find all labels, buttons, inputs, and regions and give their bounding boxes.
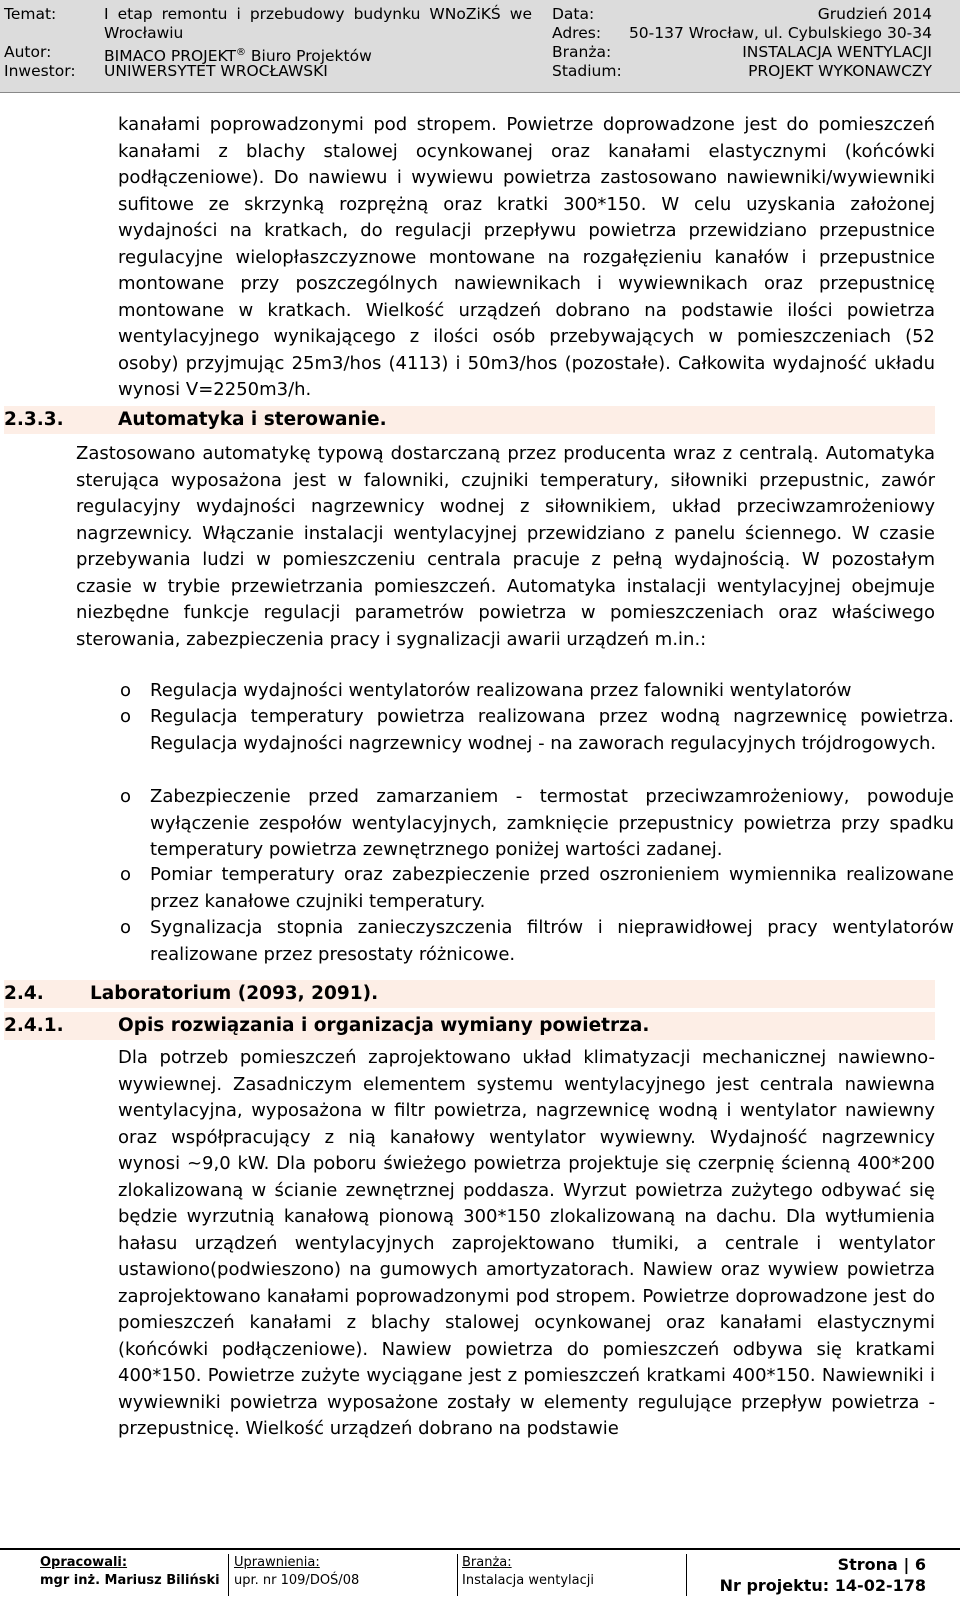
paragraph-automation: Zastosowano automatykę typową dostarczaną przez producenta wraz z centralą. Automatyka sterująca wyposażona jest w falowniki, czujniki temperatury, siłowniki przepustnic, zawór regulacyjny wydajności nagrzewnicy wodnej z siłownikiem, układ przeciwzamrożeniowy nagrzewnicy. Włączanie instalacji wentylacyjnej przewidziano z panelu ściennego. W czasie przebywania ludzi w pomieszczeniu centrala pracuje z pełną wydajnością. W pozostałym czasie w trybie przewietrzania pomieszczeń. Automatyka instalacji wentylacyjnej obejmuje niezbędne funkcje regulacji parametrów powietrza w pomieszczeniach oraz właściwego sterowania, zabezpieczenia pracy i sygnalizacji awarii urządzeń m.in.: — [76, 443, 935, 650]
stadium-value: PROJEKT WYKONAWCZY — [748, 62, 932, 80]
page-number — [720, 1554, 926, 1575]
section-number: 2.3.3. — [4, 409, 64, 430]
projekt-value: 14-02-178 — [834, 1576, 926, 1595]
footer-page-info — [720, 1554, 926, 1596]
list-item-text: Zabezpieczenie przed zamarzaniem - termostat przeciwzamrożeniowy, powoduje wyłączenie zespołów wentylacyjnych, zamknięcie przepustnicy powietrza przy spadku temperatury powietrza zewnętrznego poniżej wartości zadanej. — [150, 786, 954, 860]
data-value: Grudzień 2014 — [817, 5, 932, 23]
list-item-text: Sygnalizacja stopnia zanieczyszczenia filtrów i nieprawidłowej pracy wentylatorów realizowane przez presostaty różnicowe. — [150, 917, 954, 965]
adres-value: 50-137 Wrocław, ul. Cybulskiego 30-34 — [628, 24, 932, 42]
document-footer — [0, 1548, 960, 1604]
branza-footer-label: Branża: — [462, 1555, 512, 1570]
adres-label: Adres: — [552, 24, 602, 42]
section-number: 2.4. — [4, 983, 44, 1004]
footer-branch — [462, 1554, 594, 1590]
project-number — [720, 1575, 926, 1596]
footer-divider — [686, 1554, 687, 1596]
document-header — [0, 0, 960, 93]
strona-label: Strona — [837, 1555, 898, 1574]
branza-value: INSTALACJA WENTYLACJI — [742, 43, 932, 61]
section-title: Opis rozwiązania i organizacja wymiany powietrza. — [118, 1015, 650, 1036]
footer-permissions — [234, 1554, 359, 1590]
section-heading-2-4 — [4, 980, 935, 1008]
uprawnienia-value: upr. nr 109/DOŚ/08 — [234, 1573, 360, 1588]
list-item-text: Regulacja wydajności wentylatorów realizowana przez falowniki wentylatorów — [150, 680, 852, 701]
bullet-marker: o — [120, 706, 132, 727]
uprawnienia-label: Uprawnienia: — [234, 1555, 320, 1570]
strona-separator: | — [903, 1555, 910, 1574]
bullet-marker: o — [120, 917, 132, 938]
section-title: Automatyka i sterowanie. — [118, 409, 387, 430]
paragraph-ventilation-description: kanałami poprowadzonymi pod stropem. Powietrze doprowadzone jest do pomieszczeń kanałami z blachy stalowej ocynkowanej oraz kanałami elastycznymi (końcówki podłączeniowe). Do nawiewu i wywiewu powietrza zastosowano nawiewniki/wywiewniki sufitowe ze skrzynką rozprężną oraz kratki 300*150. W celu uzyskania założonej wydajności na kratkach, do regulacji przepływu powietrza przewidziano przepustnice regulacyjne wielopłaszczyznowe montowane na rozgałęzieniu kanałów i przepustnice montowane przy poszczególnych nawiewnikach i wywiewnikach oraz przepustnicę montowane w kratkach. Wielkość urządzeń dobrano na podstawie ilości powietrza wentylacyjnego wynikającego z ilości osób przebywających w pomieszczeniach (52 osoby) przyjmując 25m3/hos (4113) i 50m3/hos (pozostałe). Całkowita wydajność układu wynosi V=2250m3/h. — [118, 114, 935, 400]
bullet-marker: o — [120, 680, 132, 701]
section-number: 2.4.1. — [4, 1015, 64, 1036]
section-heading-2-3-3 — [4, 406, 935, 434]
inwestor-value: UNIWERSYTET WROCŁAWSKI — [104, 62, 328, 80]
opracowali-label: Opracowali: — [40, 1555, 128, 1570]
registered-mark: ® — [235, 47, 246, 58]
stadium-label: Stadium: — [552, 62, 622, 80]
autor-name: BIMACO PROJEKT — [104, 47, 236, 66]
autor-name-suffix: Biuro Projektów — [245, 47, 372, 66]
inwestor-label: Inwestor: — [4, 62, 76, 80]
bullet-marker: o — [120, 864, 132, 885]
temat-label: Temat: — [4, 5, 57, 23]
footer-divider — [457, 1554, 458, 1596]
strona-value: 6 — [914, 1555, 926, 1574]
data-label: Data: — [552, 5, 595, 23]
footer-authors — [40, 1554, 220, 1590]
section-heading-2-4-1 — [4, 1012, 935, 1040]
branza-label: Branża: — [552, 43, 612, 61]
branza-footer-value: Instalacja wentylacji — [462, 1573, 594, 1588]
list-item-text: Pomiar temperatury oraz zabezpieczenie przed oszronieniem wymiennika realizowane przez kanałowe czujniki temperatury. — [150, 864, 954, 912]
footer-divider — [228, 1554, 229, 1596]
bullet-marker: o — [120, 786, 132, 807]
opracowali-value: mgr inż. Mariusz Biliński — [40, 1573, 220, 1588]
list-item-text: Regulacja temperatury powietrza realizowana przez wodną nagrzewnicę powietrza. Regulacja wydajności nagrzewnicy wodnej - na zaworach regulacyjnych trójdrogowych. — [150, 706, 954, 754]
temat-value: I etap remontu i przebudowy budynku WNoZiKŚ we Wrocławiu — [104, 5, 532, 42]
projekt-label: Nr projektu: — [719, 1576, 830, 1595]
section-title: Laboratorium (2093, 2091). — [90, 983, 379, 1004]
paragraph-laboratory: Dla potrzeb pomieszczeń zaprojektowano układ klimatyzacji mechanicznej nawiewno-wywiewnej. Zasadniczym elementem systemu wentylacyjnego jest centrala nawiewna wentylacyjna, wyposażona w filtr powietrza, nagrzewnicę wodną i wentylator nawiewny oraz współpracujący z nią kanałowy wentylator wywiewny. Wydajność nagrzewnicy wynosi ~9,0 kW. Dla poboru świeżego powietrza projektuje się czerpnię ścienną 400*200 zlokalizowaną w ścianie zewnętrznej poddasza. Wyrzut powietrza zużytego odbywać się będzie wyrzutnią kanałową pionową 300*150 zlokalizowaną na dachu. Dla wytłumienia hałasu urządzeń wentylacyjnych zaprojektowano tłumiki, a centrale i wentylator ustawiono(podwieszono) na gumowych amortyzatorach. Nawiew oraz wywiew powietrza zaprojektowano kanałami poprowadzonymi pod stropem. Powietrze doprowadzone jest do pomieszczeń kanałami z blachy stalowej ocynkowanej oraz kanałami elastycznymi (końcówki podłączeniowe). Nawiew powietrza do pomieszczeń odbywa się kratkami 400*150. Powietrze zużyte wyciągane jest z pomieszczeń kratkami 400*150. Nawiewniki i wywiewniki powietrza wyposażone zostały w elementy regulujące przepływ powietrza - przepustnicę. Wielkość urządzeń dobrano na podstawie — [118, 1047, 935, 1439]
autor-label: Autor: — [4, 43, 52, 61]
